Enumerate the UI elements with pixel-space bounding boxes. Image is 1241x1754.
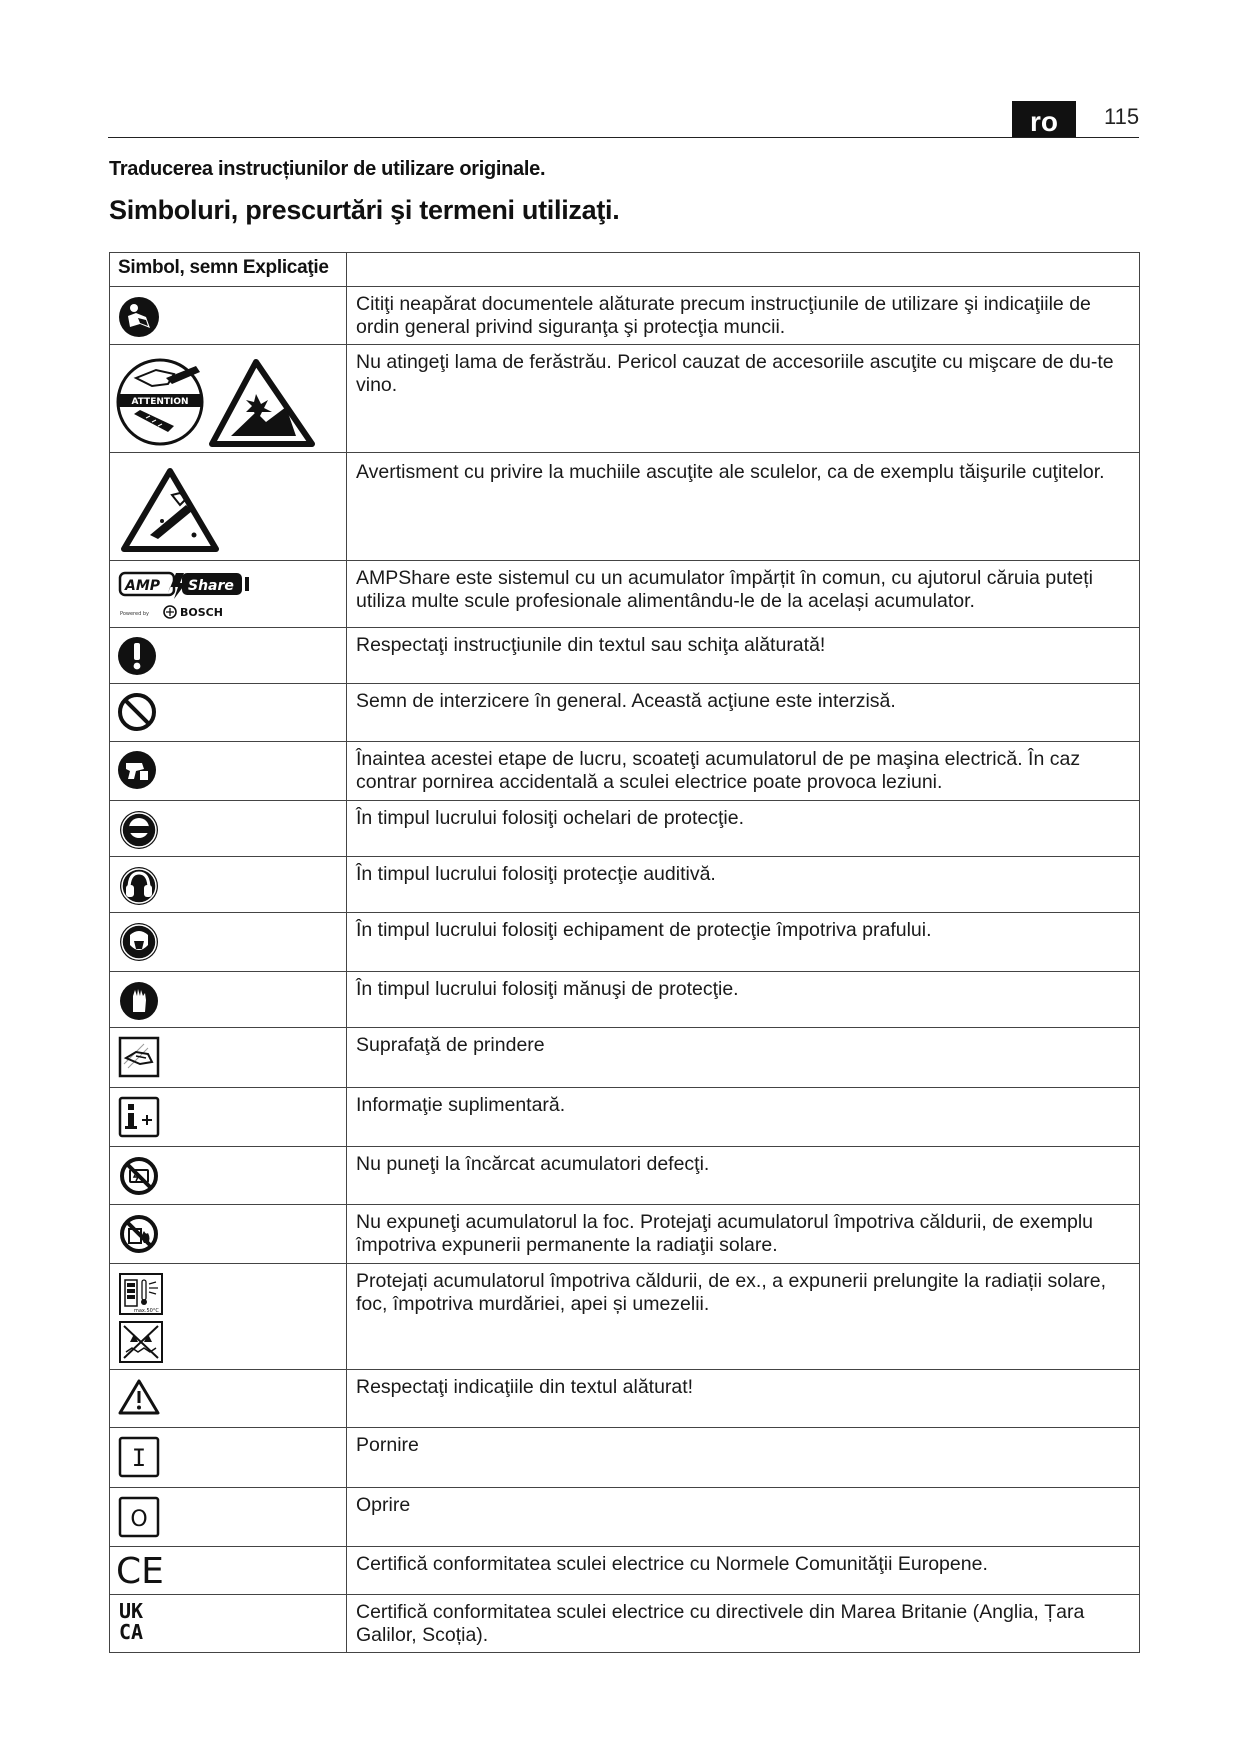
heat-moisture-protection-icon: [118, 1272, 164, 1364]
max-temp-label: max.50°C: [134, 1308, 159, 1314]
bosch-brand-label: BOSCH: [180, 606, 223, 619]
explanation-cell: Înaintea acestei etape de lucru, scoateţi acumulatorul de pe maşina electrică. În caz contrar pornirea accidentală a sculei electrice poate provoca leziuni.: [347, 742, 1140, 801]
power-off-label: O: [130, 1507, 148, 1532]
table-row: [110, 801, 1140, 857]
table-row: [110, 684, 1140, 742]
table-row: [110, 453, 1140, 561]
no-fire-icon: [118, 1213, 160, 1255]
document-subtitle: Traducerea instrucțiunilor de utilizare originale.: [109, 158, 546, 180]
remove-battery-icon: [116, 749, 158, 791]
grip-surface-icon: [118, 1036, 160, 1078]
ampshare-logo-icon: [118, 569, 258, 623]
power-on-label: I: [131, 1444, 147, 1472]
explanation-cell: Nu atingeţi lama de ferăstrău. Pericol cauzat de accesoriile ascuţite cu mişcare de du-te vino.: [347, 345, 1140, 453]
table-header-empty: [347, 253, 1140, 287]
sharp-edges-warning-icon: [120, 465, 220, 553]
ukca-bottom-label: CA: [119, 1620, 144, 1643]
table-row: [110, 1028, 1140, 1088]
table-row: [110, 972, 1140, 1028]
explanation-cell: Nu puneţi la încărcat acumulatori defecţi.: [347, 1147, 1140, 1205]
explanation-cell: Suprafaţă de prindere: [347, 1028, 1140, 1088]
table-row: [110, 1547, 1140, 1595]
table-row: [110, 1428, 1140, 1488]
table-row: [110, 1595, 1140, 1653]
gloves-icon: [118, 980, 160, 1022]
table-row: [110, 1205, 1140, 1264]
read-manual-icon: [116, 294, 162, 340]
table-row: [110, 742, 1140, 801]
ce-mark-icon: [116, 1551, 166, 1589]
explanation-cell: Oprire: [347, 1488, 1140, 1547]
explanation-cell: Informaţie suplimentară.: [347, 1088, 1140, 1147]
symbols-table: [109, 252, 1140, 1653]
explanation-cell: Nu expuneţi acumulatorul la foc. Protejaţi acumulatorul împotriva căldurii, de exemplu împotriva expunerii permanente la radiaţii solare.: [347, 1205, 1140, 1264]
explanation-cell: Certifică conformitatea sculei electrice cu directivele din Marea Britanie (Anglia, Țara Galilor, Scoția).: [347, 1595, 1140, 1653]
powered-by-label: Powered by: [120, 611, 149, 617]
attention-label: ATTENTION: [131, 397, 189, 407]
ukca-mark-icon: [119, 1599, 159, 1643]
table-row: [110, 287, 1140, 345]
dust-mask-icon: [118, 921, 160, 963]
language-badge: ro: [1012, 101, 1076, 137]
power-on-icon: [118, 1436, 160, 1478]
prohibition-icon: [116, 691, 158, 733]
explanation-cell: Respectaţi indicaţiile din textul alăturat!: [347, 1370, 1140, 1428]
explanation-cell: Avertisment cu privire la muchiile ascuţite ale sculelor, ca de exemplu tăişurile cuţitelor.: [347, 453, 1140, 561]
no-charging-defective-icon: [118, 1155, 160, 1197]
column-header: Simbol, semn Explicaţie: [118, 257, 329, 278]
table-row: [110, 857, 1140, 913]
table-header-row: [110, 253, 1140, 287]
ampshare-share-label: Share: [188, 578, 234, 594]
table-row: [110, 1488, 1140, 1547]
table-row: [110, 1147, 1140, 1205]
explanation-cell: Pornire: [347, 1428, 1140, 1488]
explanation-cell: Certifică conformitatea sculei electrice cu Normele Comunităţii Europene.: [347, 1547, 1140, 1595]
explanation-cell: Protejați acumulatorul împotriva căldurii, de ex., a expunerii prelungite la radiații solare, foc, împotriva murdăriei, apei și umezelii.: [347, 1264, 1140, 1370]
ukca-top-label: UK: [119, 1599, 144, 1623]
explanation-cell: AMPShare este sistemul cu un acumulator împărțit în comun, cu ajutorul căruia puteți utiliza multe scule profesionale alimentându-le de la același acumulator.: [347, 561, 1140, 628]
ear-protection-icon: [118, 865, 160, 907]
power-off-icon: [118, 1496, 160, 1538]
explanation-cell: Semn de interzicere în general. Această acţiune este interzisă.: [347, 684, 1140, 742]
explanation-cell: Respectaţi instrucţiunile din textul sau schiţa alăturată!: [347, 628, 1140, 684]
header-rule: [108, 137, 1139, 138]
safety-glasses-icon: [118, 809, 160, 851]
warning-triangle-icon: [118, 1378, 160, 1416]
page-number: 115: [1104, 104, 1140, 129]
explanation-cell: În timpul lucrului folosiţi echipament de protecţie împotriva prafului.: [347, 913, 1140, 972]
table-row: [110, 1370, 1140, 1428]
table-row: [110, 1264, 1140, 1370]
ce-label: CE: [116, 1551, 164, 1589]
page-title: Simboluri, prescurtări şi termeni utilizaţi.: [109, 195, 620, 225]
table-header-cell: [110, 253, 347, 287]
table-row: [110, 345, 1140, 453]
table-row: [110, 561, 1140, 628]
table-row: [110, 1088, 1140, 1147]
attention-saw-blade-icon: [116, 352, 316, 448]
info-plus-icon: [118, 1096, 160, 1138]
exclamation-mandatory-icon: [116, 635, 158, 677]
table-row: [110, 628, 1140, 684]
table-row: [110, 913, 1140, 972]
explanation-cell: În timpul lucrului folosiţi mănuşi de protecţie.: [347, 972, 1140, 1028]
explanation-cell: Citiţi neapărat documentele alăturate precum instrucţiunile de utilizare şi indicaţiile de ordin general privind siguranţa şi protecţia muncii.: [347, 287, 1140, 345]
explanation-cell: În timpul lucrului folosiţi protecţie auditivă.: [347, 857, 1140, 913]
ampshare-amp-label: AMP: [125, 578, 161, 594]
explanation-cell: În timpul lucrului folosiţi ochelari de protecţie.: [347, 801, 1140, 857]
